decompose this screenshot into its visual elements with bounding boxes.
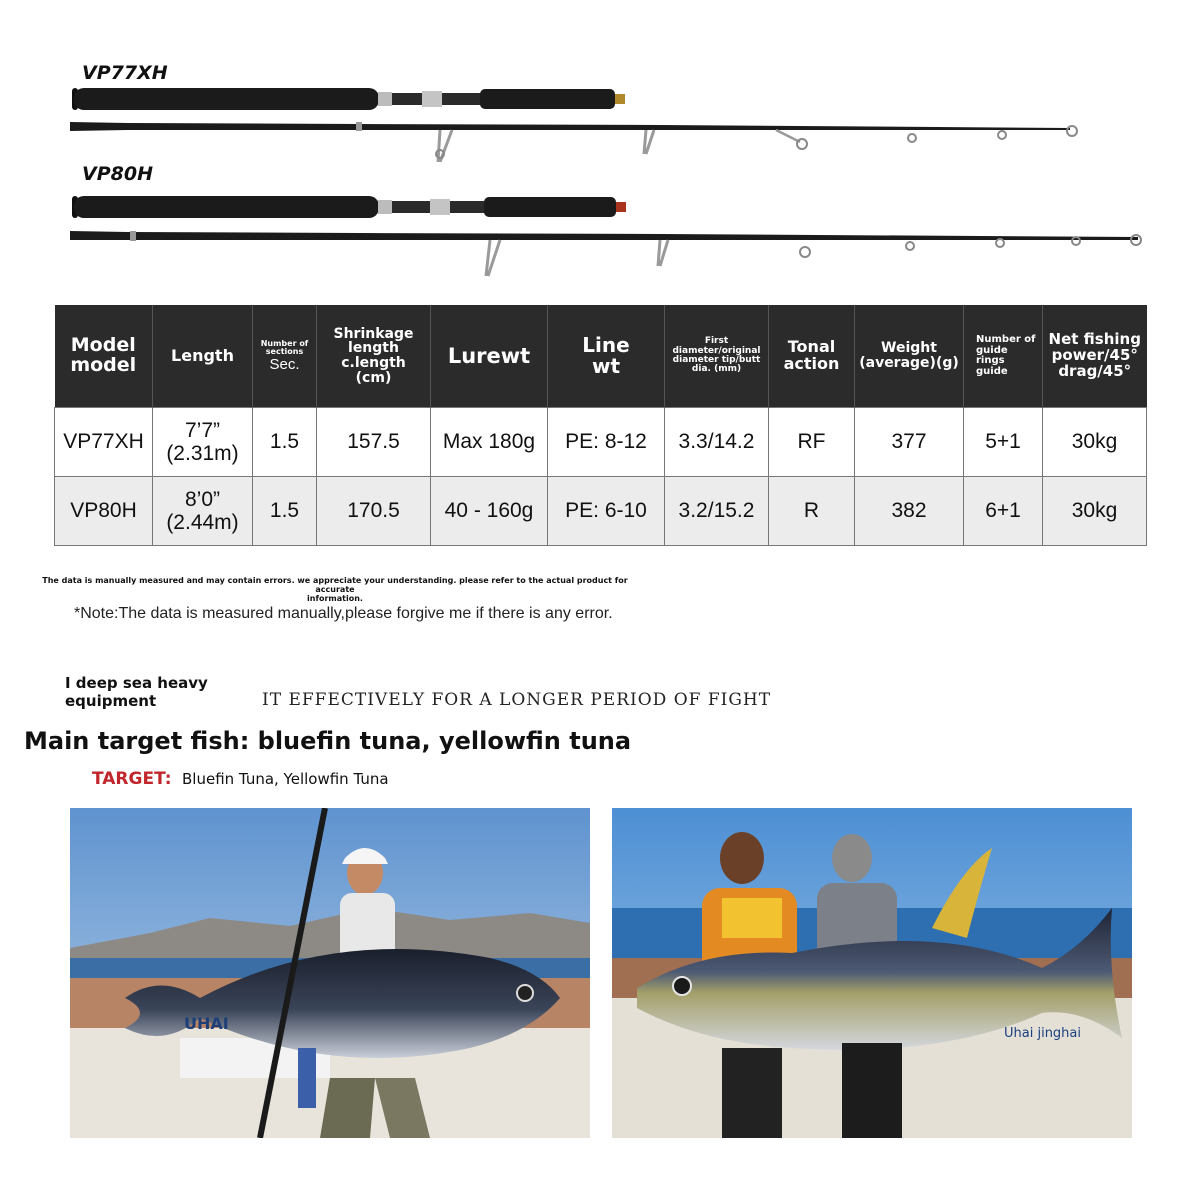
cell-weight: 382 [855, 477, 964, 546]
photo-yellowfin-tuna [612, 808, 1132, 1138]
header-shrinkage: Shrinkage length c.length (cm) [317, 305, 431, 408]
target-value: Bluefin Tuna, Yellowfin Tuna [182, 770, 389, 788]
cell-lurewt: Max 180g [431, 408, 548, 477]
rod-illustration-vp80h [60, 190, 1150, 280]
main-target-heading: Main target fish: bluefin tuna, yellowfin tuna [24, 727, 632, 755]
cell-lurewt: 40 - 160g [431, 477, 548, 546]
cell-action: R [769, 477, 855, 546]
header-sections: Number of sections Sec. [253, 305, 317, 408]
cell-sections: 1.5 [253, 477, 317, 546]
rod-illustration-vp77xh [60, 82, 1090, 162]
header-linewt: Line wt [548, 305, 665, 408]
cell-action: RF [769, 408, 855, 477]
cell-length: 8’0” (2.44m) [153, 477, 253, 546]
cell-sections: 1.5 [253, 408, 317, 477]
table-row [55, 477, 1147, 546]
cell-weight: 377 [855, 408, 964, 477]
table-header-row [55, 305, 1147, 408]
section-label: I deep sea heavy equipment [65, 674, 208, 710]
cell-linewt: PE: 6-10 [548, 477, 665, 546]
header-tonal-action: Tonal action [769, 305, 855, 408]
brand-logo-uhai-jinghai: Uhai jinghai [1004, 1026, 1081, 1041]
rod-title-vp80h: VP80H [82, 163, 153, 185]
cell-model: VP80H [55, 477, 153, 546]
header-lurewt: Lurewt [431, 305, 548, 408]
disclaimer-text: The data is manually measured and may contain errors. we appreciate your understanding. please refer to the actual product for accurate information. [42, 576, 628, 604]
cell-linewt: PE: 8-12 [548, 408, 665, 477]
cell-shrinkage: 170.5 [317, 477, 431, 546]
header-power: Net fishing power/45° drag/45° [1043, 305, 1147, 408]
cell-guides: 6+1 [964, 477, 1043, 546]
target-label: TARGET: [92, 769, 172, 789]
measurement-note: *Note:The data is measured manually,please forgive me if there is any error. [74, 605, 613, 622]
rod-title-vp77xh: VP77XH [82, 62, 168, 84]
cell-diameter: 3.3/14.2 [665, 408, 769, 477]
header-weight: Weight (average)(g) [855, 305, 964, 408]
cell-length: 7’7” (2.31m) [153, 408, 253, 477]
header-model: Model model [55, 305, 153, 408]
cell-power: 30kg [1043, 408, 1147, 477]
brand-logo-uhai: UHAI [184, 1014, 229, 1033]
target-line [92, 769, 389, 789]
table-row [55, 408, 1147, 477]
tagline: IT EFFECTIVELY FOR A LONGER PERIOD OF FIGHT [262, 690, 772, 710]
cell-shrinkage: 157.5 [317, 408, 431, 477]
header-guides: Number of guide rings guide [964, 305, 1043, 408]
cell-power: 30kg [1043, 477, 1147, 546]
photo-bluefin-tuna [70, 808, 590, 1138]
cell-diameter: 3.2/15.2 [665, 477, 769, 546]
cell-guides: 5+1 [964, 408, 1043, 477]
header-diameter: First diameter/original diameter tip/butt dia. (mm) [665, 305, 769, 408]
cell-model: VP77XH [55, 408, 153, 477]
spec-table [54, 305, 1147, 546]
header-length: Length [153, 305, 253, 408]
